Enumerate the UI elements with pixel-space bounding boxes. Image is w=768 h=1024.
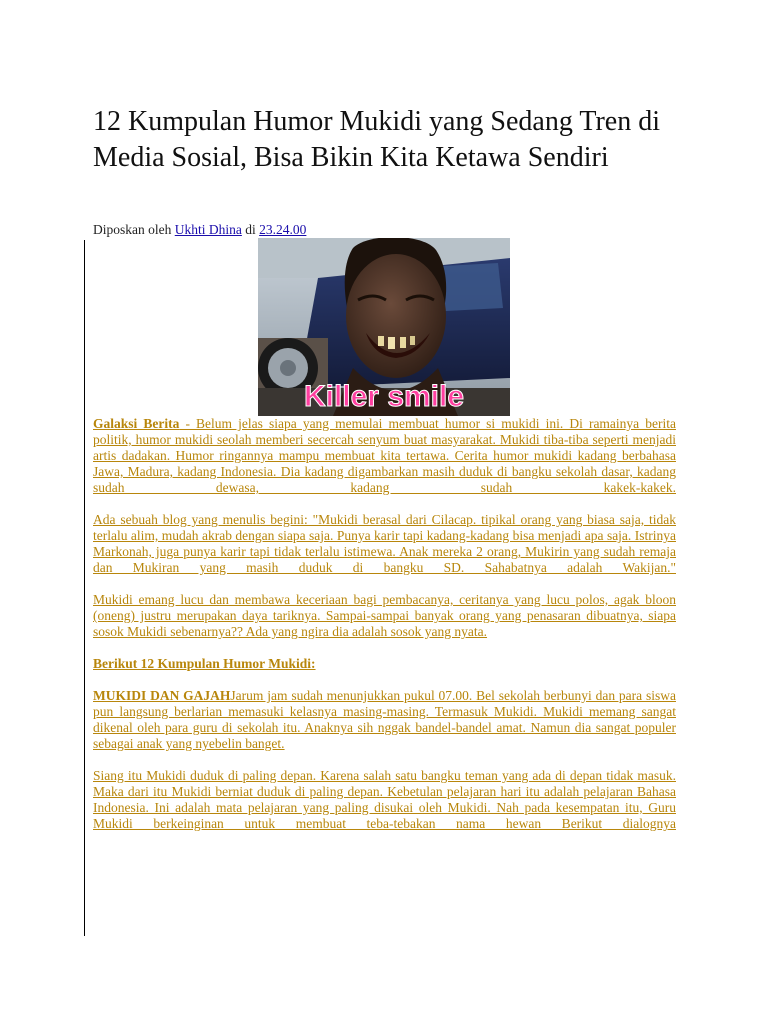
article-body: [93, 416, 676, 848]
intro-text: - Belum jelas siapa yang memulai membuat humor si mukidi ini. Di ramainya berita politik, humor mukidi seolah memberi secercah senyum buat masyarakat. Mukidi tiba-tiba seperti menjadi artis dadakan. Humor ringannya mampu membuat kita tertawa. Cerita humor mukidi kadang berbahasa Jawa, Madura, kadang Indonesia. Dia kadang digambarkan masih duduk di bangku sekolah dasar, kadang sudah dewasa, kadang sudah kakek-kakek.: [93, 416, 676, 495]
story-1-text: Jarum jam sudah menunjukkan pukul 07.00. Bel sekolah berbunyi dan para siswa pun langsung berlarian memasuki kelasnya masing-masing. Termasuk Mukidi. Mukidi memang sangat dikenal oleh para guru di sekolah itu. Anaknya sih nggak bandel-bandel amat. Namun dia sangat populer sebagai anak yang nyebelin banget.: [93, 688, 676, 751]
article-paragraph-intro: [93, 416, 676, 496]
post-title: 12 Kumpulan Humor Mukidi yang Sedang Tren di Media Sosial, Bisa Bikin Kita Ketawa Sendiri: [93, 106, 660, 173]
left-border-line: [84, 240, 85, 936]
source-label: Galaksi Berita: [93, 416, 180, 431]
post-time-link[interactable]: 23.24.00: [259, 222, 307, 237]
image-overlay-caption: Killer smile: [303, 380, 465, 413]
byline-prefix: Diposkan oleh: [93, 222, 175, 237]
author-link[interactable]: Ukhti Dhina: [174, 222, 242, 237]
article-paragraph-blog-quote: Ada sebuah blog yang menulis begini: "Mukidi berasal dari Cilacap. tipikal orang yang biasa saja, tidak terlalu alim, mudah akrab dengan siapa saja. Punya karir tapi kadang-kadang bisa menjadi apa saja. Istrinya Markonah, juga punya karir tapi tidak terlalu istimewa. Anak mereka 2 orang, Mukirin yang sudah remaja dan Mukiran yang masih duduk di bangku SD. Sahabatnya adalah Wakijan.": [93, 512, 676, 575]
article-list-heading: [93, 656, 676, 672]
article-paragraph-siang-itu: Siang itu Mukidi duduk di paling depan. Karena salah satu bangku teman yang ada di depan tidak masuk. Maka dari itu Mukidi berniat duduk di paling depan. Kebetulan pelajaran hari itu adalah pelajaran Bahasa Indonesia. Ini adalah mata pelajaran yang paling disukai oleh Mukidi. Nah pada kesempatan itu, Guru Mukidi berkeinginan untuk membuat teba-tebakan nama hewan Berikut dialognya: [93, 768, 676, 831]
list-heading-text: Berikut 12 Kumpulan Humor Mukidi:: [93, 656, 316, 671]
article-paragraph-mukidi-lucu: Mukidi emang lucu dan membawa keceriaan bagi pembacanya, ceritanya yang lucu polos, agak bloon (oneng) justru merupakan daya tariknya. Sampai-sampai banyak orang yang penasaran dibuatnya, siapa sosok Mukidi sebenarnya?? Ada yang ngira dia adalah sosok yang nyata.: [93, 592, 676, 639]
byline-mid: di: [241, 222, 260, 237]
photo-smiling-man-icon: [258, 238, 510, 416]
post-image: [258, 238, 510, 416]
article-story-1: [93, 688, 676, 752]
post-byline: [93, 222, 306, 238]
story-1-title: MUKIDI DAN GAJAH: [93, 688, 231, 703]
